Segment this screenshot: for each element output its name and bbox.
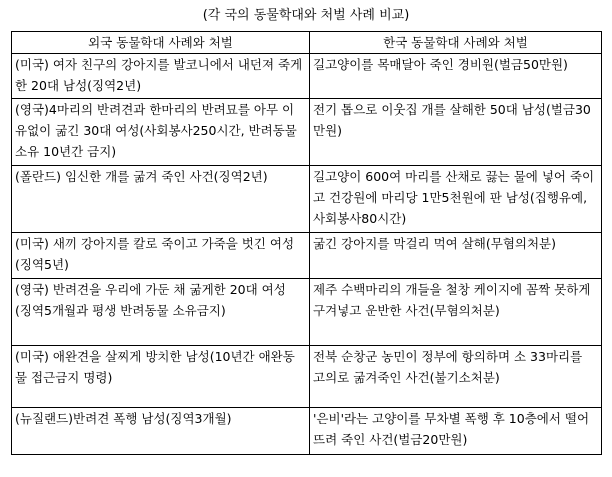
header-foreign: 외국 동물학대 사례와 처벌 bbox=[12, 32, 310, 54]
korea-case: '은비'라는 고양이를 무차별 폭행 후 10층에서 떨어뜨려 죽인 사건(벌금20만원) bbox=[310, 408, 602, 455]
foreign-case: (폴란드) 임신한 개를 굶겨 죽인 사건(징역2년) bbox=[12, 166, 310, 233]
korea-case: 길고양이를 목매달아 죽인 경비원(벌금50만원) bbox=[310, 54, 602, 99]
table-row bbox=[12, 408, 602, 455]
table-caption: (각 국의 동물학대와 처벌 사례 비교) bbox=[202, 8, 410, 23]
korea-case: 제주 수백마리의 개들을 철창 케이지에 꼼짝 못하게 구겨넣고 운반한 사건(무혐의처분) bbox=[310, 279, 602, 346]
header-korea: 한국 동물학대 사례와 처벌 bbox=[310, 32, 602, 54]
table-row bbox=[12, 54, 602, 99]
comparison-table bbox=[11, 31, 602, 455]
foreign-case: (영국)4마리의 반려견과 한마리의 반려묘를 아무 이유없이 굶긴 30대 여성(사회봉사250시간, 반려동물 소유 10년간 금지) bbox=[12, 99, 310, 166]
foreign-case: (미국) 애완견을 살찌게 방치한 남성(10년간 애완동물 접근금지 명령) bbox=[12, 346, 310, 408]
foreign-case: (미국) 새끼 강아지를 칼로 죽이고 가죽을 벗긴 여성(징역5년) bbox=[12, 233, 310, 279]
foreign-case: (영국) 반려견을 우리에 가둔 채 굶게한 20대 여성 (징역5개월과 평생 반려동물 소유금지) bbox=[12, 279, 310, 346]
header-row bbox=[12, 32, 602, 54]
korea-case: 굶긴 강아지를 막걸리 먹여 살해(무혐의처분) bbox=[310, 233, 602, 279]
table-row bbox=[12, 99, 602, 166]
table-row bbox=[12, 166, 602, 233]
table-row bbox=[12, 233, 602, 279]
korea-case: 전북 순창군 농민이 정부에 항의하며 소 33마리를 고의로 굶겨죽인 사건(불기소처분) bbox=[310, 346, 602, 408]
table-row bbox=[12, 346, 602, 408]
korea-case: 전기 톱으로 이웃집 개를 살해한 50대 남성(벌금30만원) bbox=[310, 99, 602, 166]
korea-case: 길고양이 600여 마리를 산채로 끓는 물에 넣어 죽이고 건강원에 마리당 1만5천원에 판 남성(집행유예, 사회봉사80시간) bbox=[310, 166, 602, 233]
foreign-case: (뉴질랜드)반려견 폭행 남성(징역3개월) bbox=[12, 408, 310, 455]
table-row bbox=[12, 279, 602, 346]
foreign-case: (미국) 여자 친구의 강아지를 발코니에서 내던져 죽게 한 20대 남성(징역2년) bbox=[12, 54, 310, 99]
